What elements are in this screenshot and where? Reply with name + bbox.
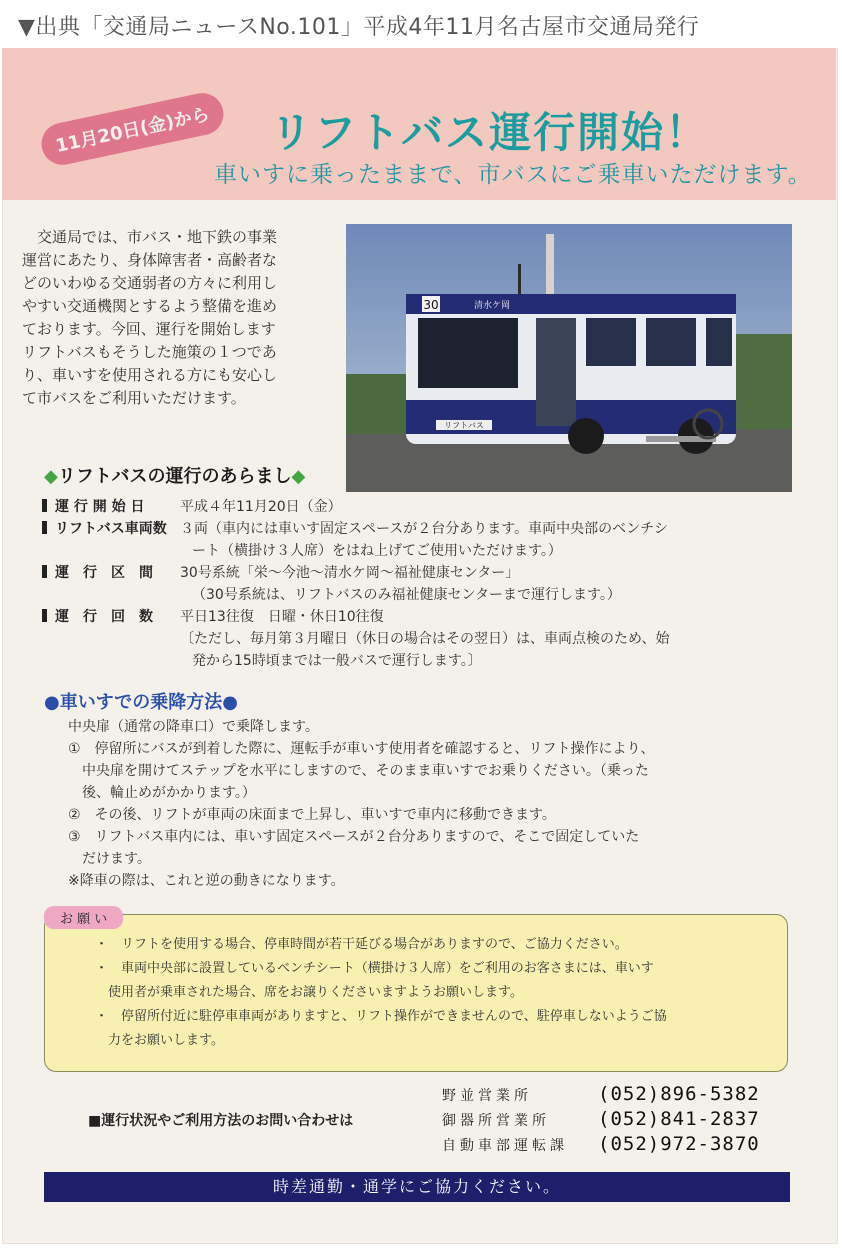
start-date-badge: 11月20日(金)から: [38, 89, 227, 168]
office-phone: (052)841-2837: [598, 1108, 760, 1130]
office-phones: [598, 1082, 760, 1157]
footer-banner: 時差通勤・通学にご協力ください。: [44, 1172, 790, 1202]
contact-lead: ■運行状況やご利用方法のお問い合わせは: [88, 1113, 354, 1129]
intro-paragraph: [22, 226, 338, 410]
vehicles-value-cont: ート（横掛け３人席）をはね上げてご使用いただけます。）: [192, 543, 562, 559]
boarding-heading: ●車いすでの乗降方法●: [44, 692, 238, 713]
outline-details: [42, 496, 822, 672]
start-label: 運 行 開 始 日: [42, 496, 145, 518]
office-name: 自動車部運転課: [442, 1138, 568, 1154]
trips-value-cont: 発から15時頃までは一般バスで運行します。〕: [192, 653, 482, 669]
intro-line: て市バスをご利用いただけます。: [22, 389, 246, 407]
boarding-line: 中央扉を開けてステップを水平にしますので、そのまま車いすでお乗りください。（乗った: [68, 763, 649, 779]
request-item: 力をお願いします。: [95, 1033, 224, 1048]
contact-section: [88, 1084, 768, 1164]
boarding-line: ※降車の際は、これと逆の動きになります。: [68, 873, 345, 889]
section-label: 運 行 区 間: [42, 562, 153, 584]
diamond-icon: ◆: [291, 466, 306, 487]
intro-line: リフトバスもそうした施策の１つであ: [22, 343, 277, 361]
office-name: 御器所営業所: [442, 1113, 550, 1129]
boarding-instructions: [42, 716, 802, 892]
outline-heading: ◆リフトバスの運行のあらまし◆: [44, 466, 306, 487]
intro-line: やすい交通機関とするよう整備を進め: [22, 297, 278, 315]
request-tab: お 願 い: [44, 906, 123, 929]
request-box: [44, 914, 788, 1072]
vehicles-label: リフトバス車両数: [42, 518, 167, 540]
boarding-line: 後、輪止めがかかります。）: [68, 785, 256, 801]
office-phone: (052)896-5382: [598, 1083, 760, 1105]
section-value: 30号系統「栄～今池～清水ケ岡～福祉健康センター」: [180, 565, 520, 581]
bus-illustration: [346, 224, 792, 492]
header-band: [2, 48, 836, 200]
intro-line: ております。今回、運行を開始します: [22, 320, 276, 338]
boarding-line: ① 停留所にバスが到着した際に、運転手が車いす使用者を確認すると、リフト操作により、: [68, 741, 655, 757]
section-value-cont: （30号系統は、リフトバスのみ福祉健康センターまで運行します。）: [192, 587, 621, 603]
front-plate: リフトバス: [444, 421, 484, 430]
source-caption: ▼出典「交通局ニュースNo.101」平成4年11月名古屋市交通局発行: [18, 15, 700, 40]
intro-line: どのいわゆる交通弱者の方々に利用し: [22, 274, 278, 292]
request-item: ・ 停留所付近に駐停車車両がありますと、リフト操作ができませんので、駐停車しないようご協: [95, 1009, 667, 1024]
intro-line: 交通局では、市バス・地下鉄の事業: [22, 228, 278, 246]
boarding-line: だけます。: [68, 851, 151, 867]
lift-bus-photo: [346, 224, 792, 492]
request-item: ・ リフトを使用する場合、停車時間が若干延びる場合がありますので、ご協力ください。: [95, 937, 628, 952]
newsletter-page: [2, 48, 838, 1244]
request-item: 使用者が乗車された場合、席をお譲りくださいますようお願いします。: [95, 985, 523, 1000]
office-name: 野並営業所: [442, 1088, 532, 1104]
intro-line: り、車いすを使用される方にも安心し: [22, 366, 278, 384]
vehicles-value: ３両（車内には車いす固定スペースが２台分あります。車両中央部のベンチシ: [180, 521, 668, 537]
page-subtitle: 車いすに乗ったままで、市バスにご乗車いただけます。: [214, 162, 812, 188]
diamond-icon: ◆: [44, 466, 58, 487]
route-number: 30: [423, 298, 439, 312]
office-names: [442, 1084, 568, 1159]
trips-value-cont: 〔ただし、毎月第３月曜日（休日の場合はその翌日）は、車両点検のため、始: [180, 631, 670, 647]
boarding-line: ③ リフトバス車内には、車いす固定スペースが２台分ありますので、そこで固定していた: [68, 829, 640, 845]
boarding-line: 中央扉（通常の降車口）で乗降します。: [68, 719, 319, 735]
intro-line: 運営にあたり、身体障害者・高齢者な: [22, 251, 278, 269]
request-item: ・ 車両中央部に設置しているベンチシート（横掛け３人席）をご利用のお客さまには、車いす: [95, 961, 654, 976]
trips-value: 平日13往復 日曜・休日10往復: [180, 609, 384, 625]
start-value: 平成４年11月20日（金）: [180, 499, 342, 515]
office-phone: (052)972-3870: [598, 1133, 760, 1155]
boarding-line: ② その後、リフトが車両の床面まで上昇し、車いすで車内に移動できます。: [68, 807, 556, 823]
trips-label: 運 行 回 数: [42, 606, 153, 628]
request-list: [95, 933, 667, 1053]
destination-sign: 清水ケ岡: [474, 301, 511, 311]
page-title: リフトバス運行開始！: [270, 108, 710, 157]
